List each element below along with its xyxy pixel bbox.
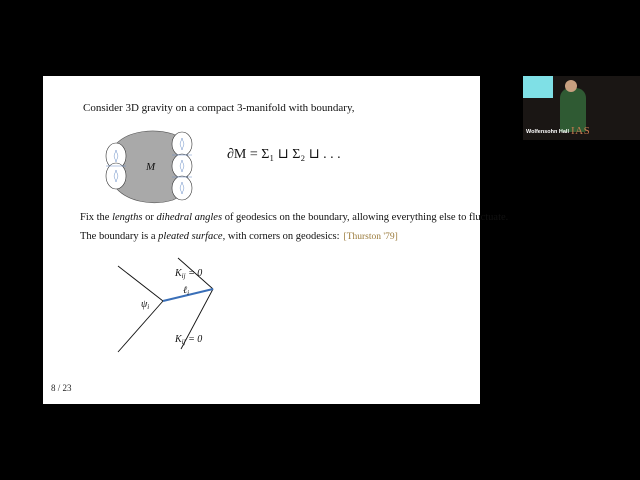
- speaker-webcam: [523, 76, 640, 140]
- page-number: 8 / 23: [51, 383, 72, 393]
- svg-text:Kij = 0: $K_{ij} = 0$: [175, 334, 203, 346]
- svg-text:ψi: $\psi_i$: [141, 299, 150, 311]
- svg-text:M: M: [146, 161, 156, 173]
- speaker-head: [565, 80, 577, 92]
- venue-label: Wolfensohn Hall: [526, 129, 569, 135]
- citation-link[interactable]: [Thurston '79]: [343, 232, 398, 242]
- pleated-surface-diagram: [113, 256, 233, 356]
- manifold-figure: [98, 126, 208, 206]
- ias-logo: IAS: [571, 125, 591, 137]
- presentation-slide: [43, 76, 509, 404]
- svg-text:ℓi: ℓ$_i$: [183, 285, 190, 297]
- svg-text:Kij = 0: $K_{ij} = 0$: [175, 268, 203, 280]
- boundary-equation: ∂M = Σ₁ ⊔ Σ₂ ⊔ . . .: [227, 147, 341, 162]
- projector-screen: [523, 76, 553, 98]
- pleated-surface-text: The boundary is a pleated surface, with corners on geodesics: [Thurston '79]: [80, 231, 398, 242]
- fix-lengths-text: Fix the lengths or dihedral angles of geodesics on the boundary, allowing everything else to fluctuate.: [80, 212, 509, 223]
- intro-text: Consider 3D gravity on a compact 3-manifold with boundary,: [83, 102, 355, 114]
